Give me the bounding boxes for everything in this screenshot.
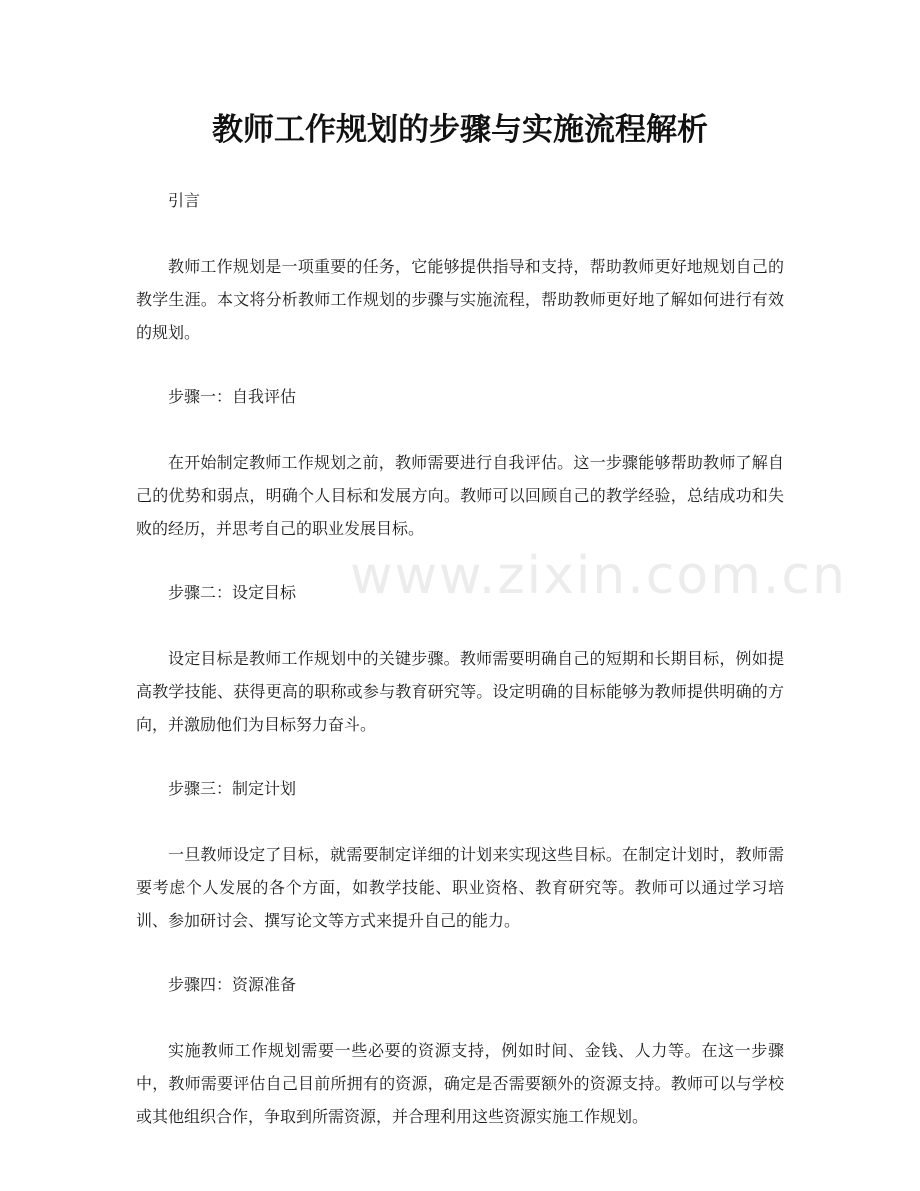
section-heading-step-2: 步骤二：设定目标: [168, 583, 297, 602]
document-body: [136, 186, 784, 1166]
section-paragraph-step-3: 一旦教师设定了目标，就需要制定详细的计划来实现这些目标。在制定计划时，教师需要考虑个人发展的各个方面，如教学技能、职业资格、教育研究等。教师可以通过学习培训、参加研讨会、撰写论文等方式来提升自己的能力。: [136, 845, 784, 930]
section-paragraph-step-1: 在开始制定教师工作规划之前，教师需要进行自我评估。这一步骤能够帮助教师了解自己的优势和弱点，明确个人目标和发展方向。教师可以回顾自己的教学经验，总结成功和失败的经历，并思考自己的职业发展目标。: [136, 453, 784, 538]
watermark: www.zixin.com.cn: [350, 546, 847, 606]
section-paragraph-step-2: 设定目标是教师工作规划中的关键步骤。教师需要明确自己的短期和长期目标，例如提高教学技能、获得更高的职称或参与教育研究等。设定明确的目标能够为教师提供明确的方向，并激励他们为目标努力奋斗。: [136, 649, 784, 734]
document-title: 教师工作规划的步骤与实施流程解析: [212, 112, 708, 148]
section-paragraph-intro: 教师工作规划是一项重要的任务，它能够提供指导和支持，帮助教师更好地规划自己的教学生涯。本文将分析教师工作规划的步骤与实施流程，帮助教师更好地了解如何进行有效的规划。: [136, 257, 784, 342]
section-heading-step-4: 步骤四：资源准备: [168, 975, 297, 994]
section-paragraph-step-4: 实施教师工作规划需要一些必要的资源支持，例如时间、金钱、人力等。在这一步骤中，教师需要评估自己目前所拥有的资源，确定是否需要额外的资源支持。教师可以与学校或其他组织合作，争取到所需资源，并合理利用这些资源实施工作规划。: [136, 1041, 784, 1126]
section-heading-step-1: 步骤一：自我评估: [168, 387, 297, 406]
section-heading-intro: 引言: [168, 191, 201, 210]
section-heading-step-3: 步骤三：制定计划: [168, 779, 297, 798]
